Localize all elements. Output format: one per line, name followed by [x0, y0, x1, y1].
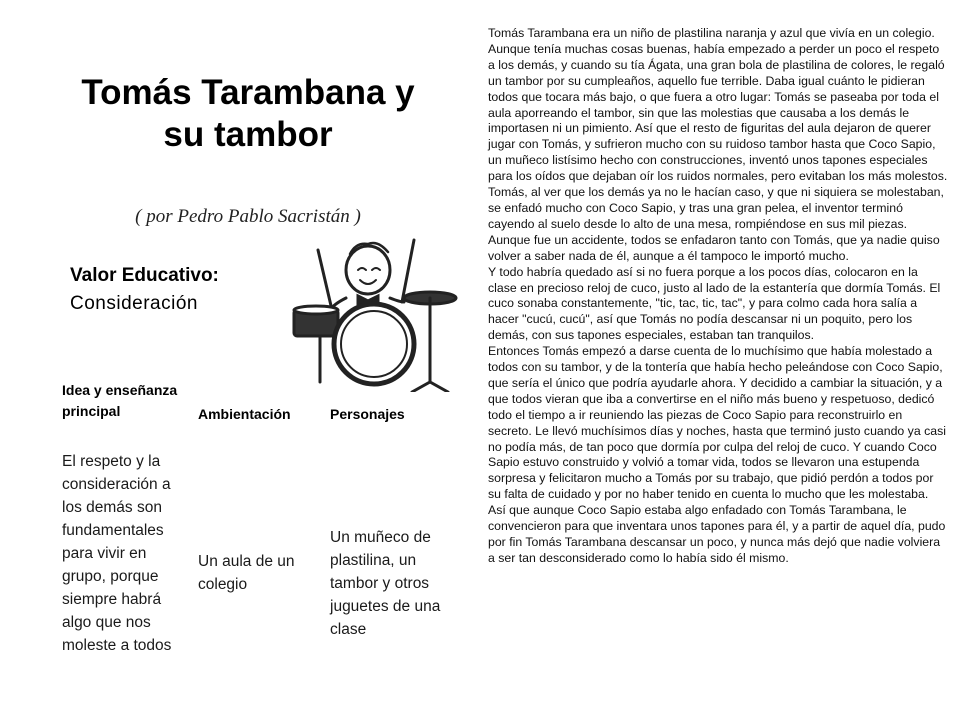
- cell-ambientacion: Un aula de un colegio: [198, 553, 295, 593]
- story-title: Tomás Tarambana y su tambor: [81, 73, 415, 154]
- cell-idea: El respeto y la consideración a los demás son fundamentales para vivir en grupo, porque siempre habrá algo que nos moleste a todos: [62, 453, 172, 654]
- header-ambientacion: Ambientación: [198, 406, 291, 422]
- story-paragraph: Y todo habría quedado así si no fuera porque a los pocos días, colocaron en la clase en precioso reloj de cuco, justo al lado de la estantería que dormía Tomás. El cuco sonaba constantemente, "tic, tac, tic, tac", y para colmo cada hora salía a hacer "cucú, cucú", así que Tomás no podía descansar ni un poquito, pero los demás, con sus tapones especiales, estaban tan tranquilos.: [488, 264, 941, 343]
- valor-value: Consideración: [70, 293, 198, 314]
- header-idea: Idea y enseñanza principal: [62, 382, 178, 419]
- cell-personajes: Un muñeco de plastilina, un tambor y otros juguetes de una clase: [330, 529, 441, 638]
- drummer-illustration: [280, 232, 480, 392]
- story-paragraph: Tomás Tarambana era un niño de plastilina naranja y azul que vivía en un colegio. Aunque tenía muchas cosas buenas, había empezado a perder un poco el respeto a los demás, y cuando su tía Ágata, una gran bola de plastilina de colores, le regaló un tambor por su cumpleaños, aquello fue terrible. Daba igual cuánto le pidieran todos que tocara más bajo, o que fuera a otro lugar: Tomás se paseaba por toda el aula aporreando el tambor, sin que las molestias que causaba a los demás le importasen ni un pimiento. Así que el resto de figuritas del aula dejaron de querer jugar con Tomás, y sufrieron mucho con su ruidoso tambor hasta que Coco Sapio, un muñeco listísimo hecho con construcciones, inventó unos tapones especiales para los oídos que dejaban oír los ruidos normales, pero evitaban los más molestos.: [488, 26, 948, 184]
- story-paragraph: Entonces Tomás empezó a darse cuenta de lo muchísimo que había molestado a todos con su tambor, y de la tontería que había hecho peleándose con Coco Sapio, que sería el único que podría ayudarle ahora. Y decidido a cambiar la situación, y a que todos vieran que iba a convertirse en el niño más bueno y respetuoso, dedicó todo el tiempo a ir reuniendo las piezas de Coco Sapio para reconstruirlo en secreto. Le llevó muchísimos días y noches, hasta que terminó justo cuando ya casi no podía más, de tan poco que dormía por culpa del reloj de cuco. Y cuando Coco Sapio estuvo construido y volvió a tomar vida, todos se llevaron una estupenda sorpresa y felicitaron mucho a Tomás por su trabajo, que pidió perdón a todos por su falta de cuidado y por no haber tenido en cuenta lo mucho que les molestaba. Así que aunque Coco Sapio estaba algo enfadado con Tomás Tarambana, le convencieron para que inventara unos tapones para él, y a partir de aquel día, pudo por fin Tomás Tarambana descansar un poco, y nunca más dejó que nadie volviera a ser tan desconsiderado como lo había sido él mismo.: [488, 344, 946, 565]
- valor-educativo: [70, 262, 219, 318]
- drumstick-left: [318, 250, 332, 310]
- valor-label: Valor Educativo:: [70, 265, 219, 286]
- column-ambientacion: [198, 380, 318, 596]
- column-personajes: [330, 380, 454, 641]
- column-idea: [62, 380, 184, 657]
- story-paragraph: Tomás, al ver que los demás ya no le hacían caso, y que ni siquiera se molestaban, se enfadó mucho con Coco Sapio, y tras una gran pelea, el inventor terminó cayendo al suelo desde lo alto de una mesa, rompiéndose en sus mil piezas. Aunque fue un accidente, todos se enfadaron tanto con Tomás, que ya nadie quiso volver a saber nada de él, aunque a él tampoco le importó mucho.: [488, 185, 944, 263]
- drummer-head: [346, 246, 390, 294]
- author-credit: ( por Pedro Pablo Sacristán ): [135, 206, 361, 227]
- bass-drum: [334, 304, 414, 384]
- story-text: [488, 26, 948, 567]
- header-personajes: Personajes: [330, 406, 405, 422]
